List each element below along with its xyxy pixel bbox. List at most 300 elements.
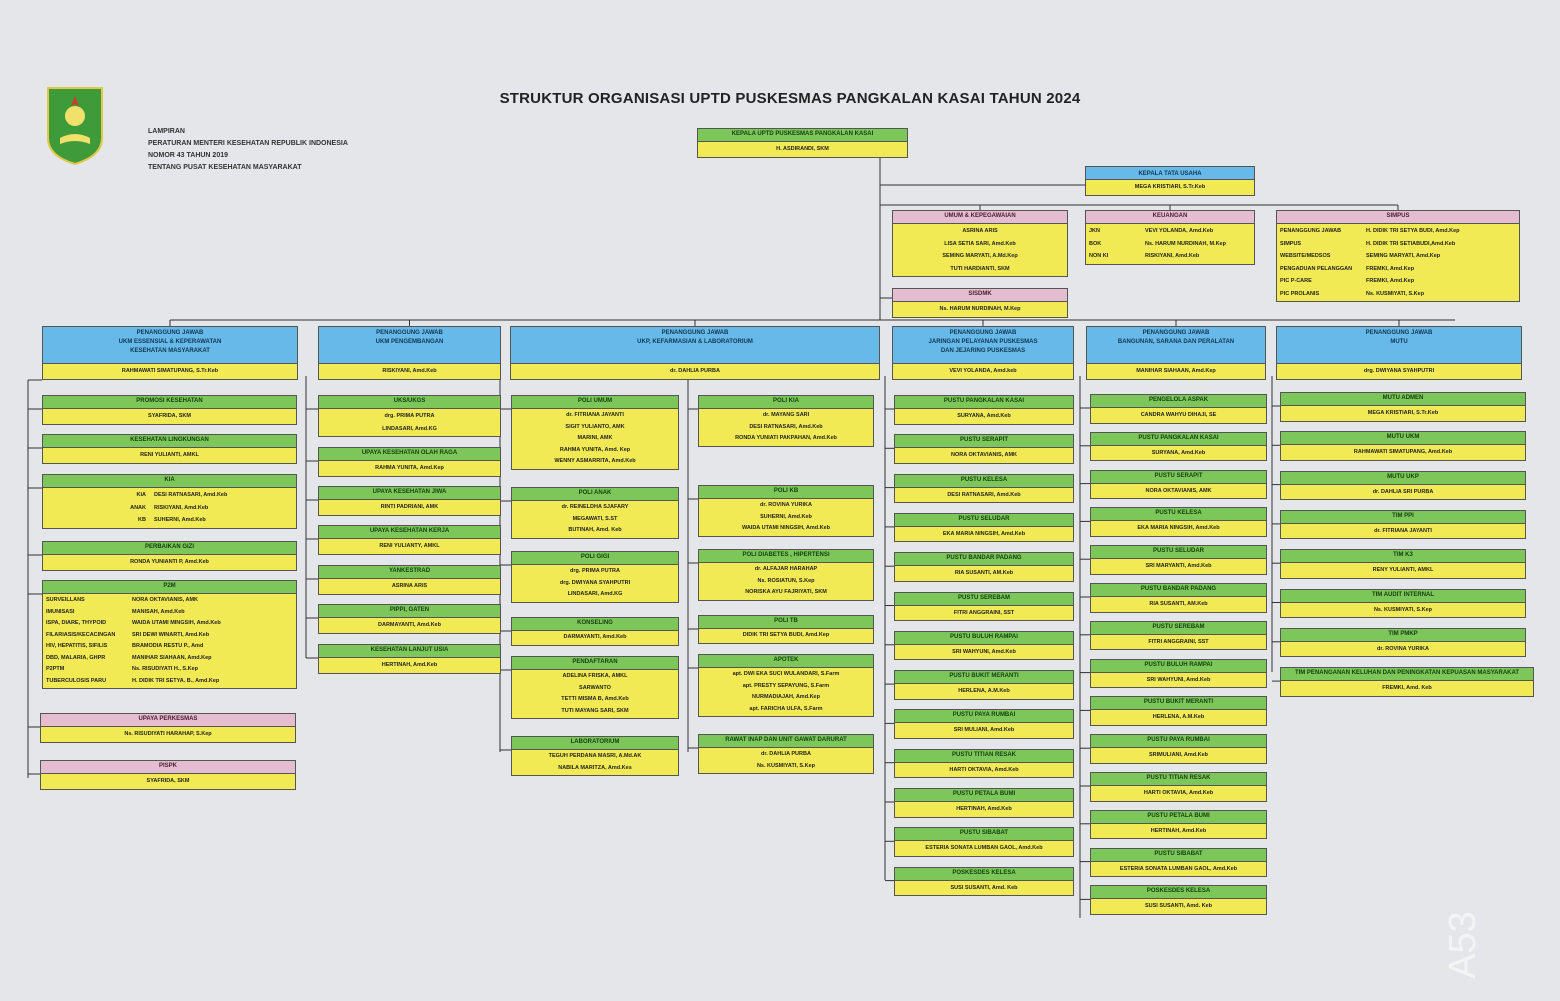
program-box-body [43,448,296,463]
assignment-name: RISKIYANI, Amd.Keb [1145,253,1200,259]
member-name: WAIDA UTAMI NINGSIH, Amd.Keb [741,525,831,531]
member-name: dr. DAHLIA PURBA [670,368,720,374]
ukp-unit-box-body [512,631,678,645]
ukp-unit-box-title: POLI ANAK [512,488,678,501]
ukm-program-box-title: KESEHATAN LANJUT USIA [319,645,500,658]
pj-box-body [511,364,879,379]
member-name: SIGIT YULIANTO, AMK [565,423,625,430]
kia-box [42,474,297,529]
member-name: dr. MAYANG SARI [762,412,810,418]
assignment-row [46,630,293,642]
mutu-team-box [1280,471,1526,501]
assignment-label: HIV, HEPATITIS, SIFILIS [46,643,108,649]
member-name: SYAFRIDA, SKM [148,413,191,419]
pj-box-body [1087,364,1265,379]
mutu-team-box-title: MUTU ADMEN [1281,393,1525,406]
assignment-name: NORA OKTAVIANIS, AMK [132,597,198,603]
assignment-label: ISPA, DIARE, THYPOID [46,620,107,626]
pustu-box-body [895,763,1073,778]
pj-box-body [1277,364,1521,379]
member-name: SRIMULIANI, Amd.Keb [1148,752,1209,759]
ukp-unit-box-title: KONSELING [512,618,678,631]
pustu-box [894,552,1074,582]
member-name: ADELINA FRISKA, AMKL [562,673,628,679]
facility-box [1090,734,1267,764]
ukp-unit-box-body [699,668,873,716]
gizi-box [42,541,297,571]
assignment-label: TUBERCULOSIS PARU [46,677,107,684]
ukm-program-box [318,604,501,634]
ukm-program-box-title: UKS/UKGS [319,396,500,409]
assignment-name: SUHERNI, Amd.Keb [154,517,206,523]
gizi-box-title: PERBAIKAN GIZI [43,542,296,555]
ukp-unit-box-title: LABORATORIUM [512,737,678,750]
ukp-unit-box-body [699,563,873,600]
member-name: SUSI SUSANTI, Amd. Keb [950,884,1018,891]
ukp-unit-box [511,487,679,539]
member-name: dr. REINELDHA SJAFARY [561,504,629,510]
pj-box-body [319,364,500,379]
member-name: ESTERIA SONATA LUMBAN GAOL, Amd.Keb [925,845,1043,852]
mutu-team-box-body [1281,524,1525,539]
ukp-unit-box [698,615,874,644]
assignment-name: WAIDA UTAMI MINGSIH, Amd.Keb [132,620,221,626]
mutu-team-box [1280,431,1526,461]
ukm-program-box-title: UPAYA KESEHATAN OLAH RAGA [319,448,500,461]
member-name: FITRI ANGGRAINI, SST [953,609,1015,616]
assignment-name: Ns. KUSMIYATI, S.Kep [1366,290,1425,297]
ukp-unit-box-body [699,629,873,643]
member-name: RAHMA YUNITA, Amd.Kep [375,465,444,471]
assignment-label: SIMPUS [1280,240,1302,247]
member-name: drg. DWIYANA SYAHPUTRI [559,579,631,586]
member-name: MANIHAR SIAHAAN, Amd.Kep [1136,368,1216,374]
member-name: SRI WAHYUNI, Amd.Keb [952,648,1016,655]
pustu-box-body [895,645,1073,660]
member-name: RAHMAWATI SIMATUPANG, S.Tr.Keb [121,368,219,374]
facility-box [1090,772,1267,802]
sisdmk-box-title: SISDMK [893,289,1067,302]
assignment-row [1089,250,1251,263]
pustu-box-title: PUSTU BANDAR PADANG [895,553,1073,566]
member-name: RAHMAWATI SIMATUPANG, Amd.Keb [1353,449,1453,456]
ukp-unit-box-title: POLI UMUM [512,396,678,409]
facility-box-title: PUSTU KELESA [1091,508,1266,521]
pustu-box-title: PUSTU PANGKALAN KASAI [895,396,1073,409]
member-name: SRI MARYANTI, Amd.Keb [1145,563,1212,570]
ukp-unit-box-body [512,670,678,718]
assignment-row [46,653,293,665]
assignment-row [46,607,293,619]
pustu-box-title: PUSTU SELUDAR [895,514,1073,527]
facility-box-body [1091,748,1266,763]
member-name: NORISKA AYU FAJRIYATI, SKM [745,589,827,595]
member-name: Ns. ROSIATUN, S.Kep [757,577,815,584]
facility-box-title: PUSTU PAYA RUMBAI [1091,735,1266,748]
pj-box [318,326,501,380]
ukp-unit-box [511,656,679,719]
assignment-label: PIC PROLANIS [1280,290,1320,297]
assignment-label: KB [138,517,146,523]
member-name: DESI RATNASARI, Amd.Keb [947,491,1021,498]
facility-box-title: PUSTU PETALA BUMI [1091,811,1266,824]
keuangan-box-body [1086,224,1254,264]
ukp-unit-box [698,395,874,447]
pustu-box-body [895,723,1073,738]
assignment-name: Ns. HARUM NURDINAH, M.Kep [1145,240,1226,247]
p2m-box-body [43,594,296,688]
facility-box [1090,848,1267,878]
pustu-box-body [895,606,1073,621]
assignment-name: MANIHAR SIAHAAN, Amd.Kep [132,654,212,661]
assignment-name: VEVI YOLANDA, Amd.Keb [1145,228,1214,234]
facility-box-title: PUSTU BUKIT MERANTI [1091,697,1266,710]
facility-box-title: PUSTU PANGKALAN KASAI [1091,433,1266,446]
reference-line: PERATURAN MENTERI KESEHATAN REPUBLIK INDONESIA [148,140,348,147]
ukp-unit-box-title: POLI DIABETES , HIPERTENSI [699,550,873,563]
pustu-box [894,513,1074,543]
kia-box-title: KIA [43,475,296,488]
member-name: FITRI ANGGRAINI, SST [1148,638,1209,645]
reference-line: LAMPIRAN [148,128,185,135]
program-box [42,434,297,464]
pj-box-title: PENANGGUNG JAWAB UKP, KEFARMASIAN & LABORATORIUM [511,327,879,364]
ukp-unit-box-title: POLI KIA [699,396,873,409]
ukm-program-box-title: UPAYA KESEHATAN KERJA [319,526,500,539]
program-box-title: PROMOSI KESEHATAN [43,396,296,409]
pustu-box [894,434,1074,464]
ukm-program-box-body [319,461,500,476]
member-name: NORA OKTAVIANIS, AMK [951,452,1017,459]
member-name: EKA MARIA NINGSIH, Amd.Keb [1137,525,1220,532]
facility-box-body [1091,446,1266,461]
pustu-box-title: PUSTU SIBABAT [895,828,1073,841]
government-logo [46,86,104,166]
facility-box [1090,885,1267,915]
member-name: drg. DWIYANA SYAHPUTRI [1363,368,1435,374]
pustu-box-body [895,566,1073,581]
assignment-row [1280,275,1516,288]
upaya-perkesmas-box [40,713,296,743]
chart-title: STRUKTUR ORGANISASI UPTD PUSKESMAS PANGKALAN KASAI TAHUN 2024 [499,90,1081,107]
member-name: RISKIYANI, Amd.Keb [382,368,437,374]
page-watermark: A53 [1442,911,1484,979]
upaya-perkesmas-box-title: UPAYA PERKESMAS [41,714,295,727]
member-name: RONDA YUNIATI PAKPAHAN, Amd.Keb [735,435,837,441]
ukm-program-box [318,565,501,595]
facility-box [1090,432,1267,462]
assignment-row [46,489,293,502]
facility-box-body [1091,484,1266,499]
pustu-box-title: PUSTU KELESA [895,475,1073,488]
member-name: apt. DWI EKA SUCI WULANDARI, S.Farm [732,671,840,677]
facility-box [1090,810,1267,840]
assignment-row [1280,288,1516,301]
keuangan-box-title: KEUANGAN [1086,211,1254,224]
pustu-box-body [895,802,1073,817]
pustu-box-title: PUSTU SERAPIT [895,435,1073,448]
facility-box-body [1091,559,1266,574]
kia-box-body [43,488,296,528]
assignment-label: IMUNISASI [46,608,75,615]
ukp-unit-box-body [512,750,678,775]
member-name: dr. ROVINA YURIKA [1377,645,1429,652]
member-name: HERLENA, A.M.Keb [1152,714,1205,721]
mutu-team-box-body [1281,563,1525,578]
member-name: DARMAYANTI, Amd.Keb [563,634,627,640]
member-name: HERTINAH, Amd.Keb [381,662,438,668]
pj-box-body [43,364,297,379]
facility-box [1090,659,1267,689]
pustu-box-title: PUSTU SEREBAM [895,593,1073,606]
pustu-box-body [895,488,1073,503]
assignment-label: NON KI [1089,253,1109,259]
member-name: dr. FITRIANA JAYANTI [1374,527,1432,534]
member-name: RENY YULIANTI, AMKL [1372,567,1434,574]
facility-box-body [1091,635,1266,650]
umum-kepegawaian-box [892,210,1068,277]
member-name: BUTINAH, Amd. Keb [568,527,622,533]
member-name: SUHERNI, Amd.Keb [760,513,812,520]
pustu-box [894,474,1074,504]
ukp-unit-box-title: POLI GIGI [512,552,678,565]
ukp-unit-box-body [512,565,678,602]
facility-box-title: PUSTU TITIAN RESAK [1091,773,1266,786]
member-name: WENNY ASMARRITA, Amd.Keb [554,458,636,464]
mutu-team-box-title: TIM PMKP [1281,629,1525,642]
pj-box-title: PENANGGUNG JAWAB MUTU [1277,327,1521,364]
ukp-unit-box-title: APOTEK [699,655,873,668]
head-of-puskesmas-box [697,128,908,158]
facility-box-title: PUSTU SERAPIT [1091,471,1266,484]
reference-line: NOMOR 43 TAHUN 2019 [148,152,229,159]
program-box-title: KESEHATAN LINGKUNGAN [43,435,296,448]
member-name: apt. FARICHA ULFA, S.Farm [749,705,823,712]
member-name: LINDASARI, Amd.KG [567,591,623,597]
facility-box-title: PUSTU BULUH RAMPAI [1091,660,1266,673]
assignment-label: WEBSITE/MEDSOS [1280,253,1331,259]
facility-box [1090,583,1267,613]
member-name: RENI YULIANTY, AMKL [379,543,440,549]
pj-box [510,326,880,380]
pustu-box-body [895,841,1073,856]
facility-box-body [1091,408,1266,423]
member-name: MEGA KRISTIARI, S.Tr.Keb [1367,410,1439,416]
assignment-name: RISKIYANI, Amd.Keb [154,504,209,511]
assignment-label: FILARIASIS/KECACINGAN [46,631,116,638]
pustu-box-body [895,527,1073,542]
member-name: TUTI HARDIANTI, SKM [950,265,1010,272]
facility-box-body [1091,710,1266,725]
member-name: TEGUH PERDANA MASRI, A.Md.AK [548,753,642,759]
assignment-row [1280,225,1516,238]
member-name: HARTI OKTAVIA, Amd.Keb [1143,790,1214,796]
pj-box-body [893,364,1073,379]
member-name: MARINI, AMK [577,435,613,441]
ukp-unit-box-title: POLI KB [699,486,873,499]
member-name: dr. ROVINA YURIKA [760,502,812,508]
upaya-perkesmas-box-body [41,727,295,742]
mutu-team-box-title: MUTU UKP [1281,472,1525,485]
member-name: HERTINAH, Amd.Keb [956,806,1012,812]
member-name: NURMADIAJAH, Amd.Kep [752,694,820,700]
ukp-unit-box-body [512,501,678,538]
pj-box [42,326,298,380]
mutu-team-box-title: MUTU UKM [1281,432,1525,445]
member-name: drg. PRIMA PUTRA [384,413,435,419]
member-name: RONDA YUNIANTI P, Amd.Keb [130,559,209,565]
pustu-box-body [895,881,1073,896]
assignment-row [46,676,293,688]
member-name: VEVI YOLANDA, Amd.keb [949,368,1017,374]
facility-box [1090,696,1267,726]
head-of-puskesmas-box-title: KEPALA UPTD PUSKESMAS PANGKALAN KASAI [698,129,907,142]
member-name: DESI RATNASARI, Amd.Keb [749,423,823,430]
member-name: SRI MULIANI, Amd.Keb [953,727,1015,734]
ukp-unit-box-body [699,409,873,446]
facility-box-body [1091,673,1266,688]
pustu-box [894,631,1074,661]
member-name: Ns. HARUM NURDINAH, M.Kep [939,306,1021,312]
assignment-name: FREMKI, Amd.Kep [1366,265,1415,272]
assignment-name: H. DIDIK TRI SETYA. B., Amd.Kep [132,677,220,684]
member-name: HARTI OKTAVIA, Amd.Keb [949,766,1019,773]
member-name: SURYANA, Amd.Keb [957,413,1011,419]
mutu-team-box [1280,549,1526,579]
mutu-team-box-body [1281,406,1525,421]
ukp-unit-box-body [512,409,678,469]
member-name: DARMAYANTI, Amd.Keb [378,622,441,628]
sisdmk-box [892,288,1068,318]
pustu-box-title: PUSTU PETALA BUMI [895,789,1073,802]
member-name: dr. ALFAJAR HARAHAP [754,566,818,572]
ukp-unit-box-body [699,748,873,773]
ukp-unit-box [698,549,874,601]
ukm-program-box-title: UPAYA KESEHATAN JIWA [319,487,500,500]
pustu-box-title: PUSTU BUKIT MERANTI [895,671,1073,684]
member-name: ESTERIA SONATA LUMBAN GAOL, Amd.Keb [1119,865,1238,872]
tata-usaha-box-title: KEPALA TATA USAHA [1086,167,1254,180]
ukp-unit-box [511,617,679,646]
assignment-row [46,502,293,515]
assignment-row [46,595,293,607]
pj-box [1276,326,1522,380]
keuangan-box [1085,210,1255,265]
gizi-box-body [43,555,296,570]
member-name: SUSI SUSANTI, Amd. Keb [1144,903,1213,910]
pj-box-title: PENANGGUNG JAWAB UKM PENGEMBANGAN [319,327,500,364]
ukp-unit-box [511,736,679,776]
head-of-puskesmas-box-body [698,142,907,157]
member-name: Ns. KUSMIYATI, S.Kep [1373,606,1433,613]
mutu-team-box-body [1281,485,1525,500]
facility-box-body [1091,597,1266,612]
pispk-box-body [41,774,295,789]
pustu-box-title: PUSTU BULUH RAMPAI [895,632,1073,645]
facility-box-body [1091,521,1266,536]
member-name: SRI WAHYUNI, Amd.Keb [1146,676,1211,683]
ukm-program-box [318,395,501,437]
member-name: NABILA MARITZA, Amd.Kes [558,764,632,771]
pj-box-title: PENANGGUNG JAWAB UKM ESSENSIAL & KEPERAWATAN KESEHATAN MASYARAKAT [43,327,297,364]
sisdmk-box-body [893,302,1067,317]
assignment-name: SEMING MARYATI, Amd.Kep [1366,253,1441,259]
pustu-box-title: PUSTU PAYA RUMBAI [895,710,1073,723]
assignment-label: ANAK [130,504,146,511]
tata-usaha-box [1085,166,1255,196]
pustu-box [894,709,1074,739]
ukp-unit-box-body [699,499,873,536]
assignment-label: PIC P-CARE [1280,278,1312,284]
facility-box-title: PUSTU SIBABAT [1091,849,1266,862]
facility-box-title: POSKESDES KELESA [1091,886,1266,899]
ukp-unit-box [698,734,874,774]
reference-text [148,126,348,174]
facility-box [1090,394,1267,424]
assignment-label: P2PTM [46,666,65,672]
assignment-name: BRAMODIA RESTU P., Amd [132,643,204,649]
assignment-label: JKN [1089,228,1101,234]
assignment-label: PENANGGUNG JAWAB [1280,228,1342,234]
pustu-box-body [895,448,1073,463]
member-name: RINTI PADRIANI, AMK [380,504,439,510]
member-name: HERTINAH, Amd.Keb [1150,827,1207,834]
assignment-label: KIA [136,492,146,498]
mutu-team-box-body [1281,603,1525,618]
assignment-row [1089,238,1251,251]
assignment-name: Ns. RISUDIYATI H., S.Kep [132,666,199,672]
ukp-unit-box [698,485,874,537]
tata-usaha-box-body [1086,180,1254,195]
member-name: RAHMA YUNITA, Amd. Kep [559,446,631,453]
ukm-program-box-body [319,658,500,673]
assignment-row [46,641,293,653]
member-name: NORA OKTAVIANIS, AMK [1145,487,1212,494]
pustu-box-title: POSKESDES KELESA [895,868,1073,881]
member-name: Ns. RISUDIYATI HARAHAP, S.Kep [124,731,212,737]
simpus-box-title: SIMPUS [1277,211,1519,224]
pustu-box [894,788,1074,818]
ukm-program-box-title: PIPPI, GATEN [319,605,500,618]
pispk-box [40,760,296,790]
member-name: TETTI MISMA B, Amd.Keb [561,696,629,702]
program-box-body [43,409,296,424]
pj-box-title: PENANGGUNG JAWAB JARINGAN PELAYANAN PUSKESMAS DAN JEJARING PUSKESMAS [893,327,1073,364]
ukp-unit-box [698,654,874,717]
mutu-team-box [1280,392,1526,422]
assignment-row [1280,238,1516,251]
assignment-name: MANISAH, Amd.Keb [132,608,185,615]
member-name: SURYANA, Amd.Keb [1151,449,1206,456]
member-name: LISA SETIA SARI, Amd.Keb [944,240,1016,247]
member-name: dr. FITRIANA JAYANTI [566,412,624,418]
member-name: RIA SUSANTI, AM.Keb [954,570,1014,577]
facility-box-body [1091,824,1266,839]
assignment-label: DBD, MALARIA, GHPR [46,654,106,661]
pj-box [892,326,1074,380]
facility-box [1090,621,1267,651]
umum-kepegawaian-box-body [893,224,1067,276]
pustu-box-body [895,684,1073,699]
pj-box [1086,326,1266,380]
pustu-box-title: PUSTU TITIAN RESAK [895,750,1073,763]
member-name: apt. PRESTY SEPAYUNG, S.Farm [742,682,830,689]
facility-box [1090,545,1267,575]
facility-box-body [1091,862,1266,877]
pustu-box [894,749,1074,779]
facility-box [1090,507,1267,537]
ukm-program-box-title: YANKESTRAD [319,566,500,579]
